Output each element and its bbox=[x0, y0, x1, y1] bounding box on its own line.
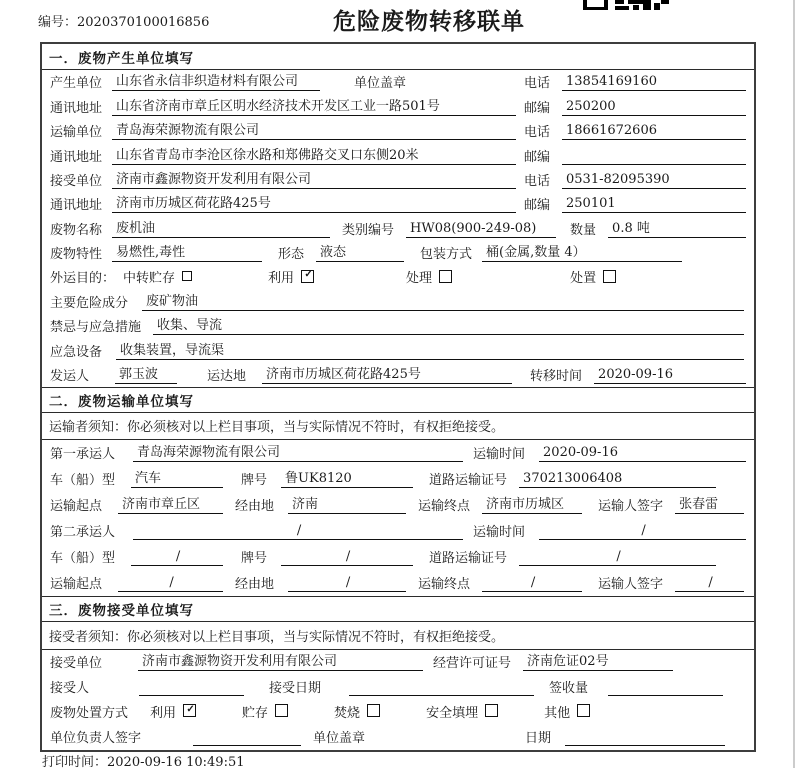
route-via1-label: 经由地 bbox=[235, 498, 275, 514]
generator-unit-value: 山东省永信非织造材料有限公司 bbox=[112, 70, 320, 91]
vehicle-type2-label: 车（船）型 bbox=[50, 550, 116, 566]
generator-phone-group bbox=[524, 72, 746, 91]
plate-number1-label: 牌号 bbox=[241, 472, 268, 488]
accept-person-label: 接受人 bbox=[50, 680, 90, 696]
disposal-other-label: 其他 bbox=[544, 705, 571, 721]
responsible-signature-label: 单位负责人签字 bbox=[50, 730, 142, 746]
purpose-option-disposal bbox=[570, 267, 616, 286]
plate-number1-value: 鲁UK8120 bbox=[281, 467, 413, 488]
waste-name-label: 废物名称 bbox=[50, 222, 103, 238]
generator-unit-label: 产生单位 bbox=[50, 76, 103, 92]
accept-date-label: 接受日期 bbox=[269, 680, 322, 696]
carrier-signature1-value: 张春雷 bbox=[675, 493, 744, 514]
serial-value: 2020370100016856 bbox=[77, 15, 210, 30]
physical-form-label: 形态 bbox=[278, 247, 305, 262]
purpose-option-recycle bbox=[268, 267, 314, 286]
packing-method-label: 包装方式 bbox=[420, 247, 473, 262]
receiver-unit-value: 济南市鑫源物资开发利用有限公司 bbox=[112, 168, 516, 189]
carrier-signature2-value: / bbox=[675, 575, 744, 592]
road-license1-label: 道路运输证号 bbox=[429, 472, 508, 488]
route-via1-value: 济南 bbox=[288, 493, 406, 514]
row-transport-unit bbox=[42, 119, 754, 143]
route-end1-value: 济南市历城区 bbox=[482, 493, 582, 514]
first-carrier-value: 青岛海荣源物流有限公司 bbox=[133, 441, 463, 462]
accept-unit-value: 济南市鑫源物资开发利用有限公司 bbox=[138, 650, 423, 671]
transport-time1-label: 运输时间 bbox=[473, 446, 526, 462]
generator-postcode-label: 邮编 bbox=[524, 100, 551, 116]
transfer-purpose-label: 外运目的： bbox=[50, 271, 116, 287]
row-first-carrier bbox=[42, 440, 754, 466]
receiver-postcode-label: 邮编 bbox=[524, 198, 551, 214]
emergency-measures-label: 禁忌与应急措施 bbox=[50, 320, 142, 336]
waste-properties-label: 废物特性 bbox=[50, 247, 103, 262]
vehicle-type1-value: 汽车 bbox=[131, 467, 223, 488]
generator-post-group bbox=[524, 97, 746, 116]
accept-date-value bbox=[349, 679, 534, 696]
receiver-phone-group bbox=[524, 170, 746, 189]
route-start2-label: 运输起点 bbox=[50, 576, 103, 592]
section3-header: 三．废物接受单位填写 bbox=[42, 596, 754, 622]
generator-phone-label: 电话 bbox=[524, 76, 551, 92]
road-license2-value: / bbox=[519, 549, 716, 566]
row-generator-unit bbox=[42, 70, 754, 94]
transit-storage-checkbox bbox=[182, 271, 192, 281]
treatment-checkbox bbox=[439, 270, 452, 283]
vehicle-type1-label: 车（船）型 bbox=[50, 472, 116, 488]
generator-address-value: 山东省济南市章丘区明水经济技术开发区工业一路501号 bbox=[112, 95, 516, 116]
hazard-components-label: 主要危险成分 bbox=[50, 295, 129, 311]
plate-number2-label: 牌号 bbox=[241, 550, 268, 566]
route-via2-value: / bbox=[288, 575, 406, 592]
receiver-postcode-value: 250101 bbox=[562, 196, 746, 213]
disposal-landfill-label: 安全填埋 bbox=[426, 705, 479, 721]
transport-postcode-value bbox=[562, 148, 746, 165]
recycle-label: 利用 bbox=[268, 271, 295, 287]
purpose-option-transit-storage bbox=[123, 267, 192, 286]
second-carrier-label: 第二承运人 bbox=[50, 524, 116, 540]
disposal-recycle-label: 利用 bbox=[150, 705, 177, 721]
transport-phone-value: 18661672606 bbox=[562, 123, 746, 140]
purpose-option-treatment bbox=[406, 267, 452, 286]
generator-phone-value: 13854169160 bbox=[562, 74, 746, 91]
receiver-address-label: 通讯地址 bbox=[50, 198, 103, 214]
plate-number2-value: / bbox=[281, 549, 413, 566]
receiver-phone-label: 电话 bbox=[524, 173, 551, 189]
disposal-storage-checkbox bbox=[275, 704, 288, 717]
treatment-label: 处理 bbox=[406, 271, 433, 287]
vehicle-type2-value: / bbox=[131, 549, 223, 566]
row-second-carrier bbox=[42, 518, 754, 544]
row-transfer-purpose bbox=[42, 265, 754, 289]
row-generator-address bbox=[42, 94, 754, 118]
destination-value: 济南市历城区荷花路425号 bbox=[262, 363, 512, 384]
business-permit-value: 济南危证02号 bbox=[523, 650, 673, 671]
receiver-notice: 接受者须知：你必须核对以上栏目事项，当与实际情况不符时，有权拒绝接受。 bbox=[42, 622, 754, 650]
transport-unit-label: 运输单位 bbox=[50, 125, 103, 141]
signed-amount-label: 签收量 bbox=[549, 680, 589, 696]
carrier-signature2-label: 运输人签字 bbox=[598, 576, 664, 592]
row-waste-properties bbox=[42, 241, 754, 265]
sign-date-value bbox=[565, 729, 725, 746]
disposal-option-other bbox=[544, 702, 590, 721]
emergency-equipment-value: 收集装置，导流渠 bbox=[116, 339, 744, 360]
disposal-incineration-checkbox bbox=[367, 704, 380, 717]
transport-address-label: 通讯地址 bbox=[50, 149, 103, 165]
dispatcher-value: 郭玉波 bbox=[115, 363, 177, 384]
first-carrier-label: 第一承运人 bbox=[50, 446, 116, 462]
transfer-time-label: 转移时间 bbox=[530, 368, 583, 384]
section1-body bbox=[42, 70, 754, 387]
disposal-checkbox bbox=[603, 270, 616, 283]
serial-number-line bbox=[38, 11, 209, 30]
row-emergency-equipment bbox=[42, 338, 754, 362]
transport-address-value: 山东省青岛市李沧区徐水路和郑佛路交叉口东侧20米 bbox=[112, 144, 516, 165]
row-route1 bbox=[42, 492, 754, 518]
transfer-time-value: 2020-09-16 bbox=[594, 367, 746, 384]
road-license1-value: 370213006408 bbox=[519, 471, 716, 488]
disposal-option-recycle bbox=[150, 702, 196, 721]
second-carrier-value: / bbox=[133, 523, 463, 540]
hazard-components-value: 废矿物油 bbox=[142, 290, 744, 311]
dispatcher-label: 发运人 bbox=[50, 368, 90, 384]
row-hazard-components bbox=[42, 289, 754, 313]
section3-body bbox=[42, 650, 754, 750]
transport-time2-label: 运输时间 bbox=[473, 524, 526, 540]
route-end2-label: 运输终点 bbox=[418, 576, 471, 592]
page-title: 危险废物转移联单 bbox=[333, 8, 525, 35]
row-vehicle1 bbox=[42, 466, 754, 492]
route-via2-label: 经由地 bbox=[235, 576, 275, 592]
row-receiver-unit bbox=[42, 168, 754, 192]
disposal-incineration-label: 焚烧 bbox=[334, 705, 361, 721]
recycle-checkbox-checked: ✓ bbox=[301, 270, 314, 283]
disposal-option-incineration bbox=[334, 702, 380, 721]
serial-label: 编号： bbox=[38, 15, 78, 30]
waste-transfer-form bbox=[40, 42, 756, 752]
row-responsible-signature bbox=[42, 725, 754, 750]
accept-person-value bbox=[139, 679, 244, 696]
signed-amount-value bbox=[608, 679, 723, 696]
disposal-option-storage bbox=[242, 702, 288, 721]
section2-header: 二．废物运输单位填写 bbox=[42, 387, 754, 413]
print-time-value: 2020-09-16 10:49:51 bbox=[107, 755, 245, 770]
category-code-label: 类别编号 bbox=[342, 222, 395, 238]
emergency-measures-value: 收集、导流 bbox=[153, 314, 744, 335]
transport-unit-value: 青岛海荣源物流有限公司 bbox=[112, 119, 516, 140]
unit-seal-label: 单位盖章 bbox=[354, 76, 407, 92]
transporter-notice: 运输者须知：你必须核对以上栏目事项，当与实际情况不符时，有权拒绝接受。 bbox=[42, 413, 754, 440]
route-end2-value: / bbox=[482, 575, 582, 592]
destination-label: 运达地 bbox=[207, 368, 247, 384]
receiver-address-value: 济南市历城区荷花路425号 bbox=[112, 192, 516, 213]
disposal-storage-label: 贮存 bbox=[242, 705, 269, 721]
row-dispatcher bbox=[42, 363, 754, 387]
quantity-value: 0.8 吨 bbox=[608, 217, 746, 238]
business-permit-label: 经营许可证号 bbox=[433, 655, 512, 671]
waste-name-value: 废机油 bbox=[112, 217, 330, 238]
page-right-edge bbox=[793, 0, 795, 768]
row-route2 bbox=[42, 570, 754, 596]
row-accept-unit bbox=[42, 650, 754, 675]
accept-unit-label: 接受单位 bbox=[50, 655, 103, 671]
physical-form-value: 液态 bbox=[316, 241, 404, 262]
route-start2-value: / bbox=[118, 575, 223, 592]
row-waste-name bbox=[42, 216, 754, 240]
carrier-signature1-label: 运输人签字 bbox=[598, 498, 664, 514]
row-vehicle2 bbox=[42, 544, 754, 570]
print-time-line bbox=[42, 751, 245, 770]
receiver-unit-label: 接受单位 bbox=[50, 173, 103, 189]
transport-post-group bbox=[524, 146, 746, 165]
row-accept-person bbox=[42, 675, 754, 700]
route-start1-label: 运输起点 bbox=[50, 498, 103, 514]
receiver-phone-value: 0531-82095390 bbox=[562, 172, 746, 189]
road-license2-label: 道路运输证号 bbox=[429, 550, 508, 566]
waste-properties-value: 易燃性,毒性 bbox=[112, 241, 262, 262]
category-code-value: HW08(900-249-08) bbox=[406, 221, 556, 238]
row-receiver-address bbox=[42, 192, 754, 216]
route-end1-label: 运输终点 bbox=[418, 498, 471, 514]
transport-phone-group bbox=[524, 121, 746, 140]
disposal-method-label: 废物处置方式 bbox=[50, 705, 129, 721]
transit-storage-label: 中转贮存 bbox=[123, 271, 176, 287]
transport-phone-label: 电话 bbox=[524, 125, 551, 141]
disposal-landfill-checkbox bbox=[485, 704, 498, 717]
qr-code-fragment-icon bbox=[583, 0, 669, 11]
packing-method-value: 桶(金属,数量 4） bbox=[482, 241, 682, 262]
row-transport-address bbox=[42, 143, 754, 167]
section1-header: 一．废物产生单位填写 bbox=[42, 44, 754, 70]
disposal-label: 处置 bbox=[570, 271, 597, 287]
sign-date-label: 日期 bbox=[525, 730, 552, 746]
quantity-label: 数量 bbox=[570, 222, 597, 238]
transport-time2-value: / bbox=[539, 523, 746, 540]
receiver-post-group bbox=[524, 194, 746, 213]
disposal-other-checkbox bbox=[577, 704, 590, 717]
unit-seal2-label: 单位盖章 bbox=[313, 730, 366, 746]
row-emergency-measures bbox=[42, 314, 754, 338]
disposal-recycle-checkbox-checked: ✓ bbox=[183, 704, 196, 717]
transport-postcode-label: 邮编 bbox=[524, 149, 551, 165]
route-start1-value: 济南市章丘区 bbox=[118, 493, 223, 514]
disposal-option-landfill bbox=[426, 702, 498, 721]
print-time-label: 打印时间： bbox=[42, 755, 108, 770]
generator-address-label: 通讯地址 bbox=[50, 100, 103, 116]
row-disposal-method bbox=[42, 700, 754, 725]
emergency-equipment-label: 应急设备 bbox=[50, 344, 103, 360]
section2-body bbox=[42, 440, 754, 596]
responsible-signature-value bbox=[193, 729, 301, 746]
transport-time1-value: 2020-09-16 bbox=[539, 445, 746, 462]
generator-postcode-value: 250200 bbox=[562, 99, 746, 116]
